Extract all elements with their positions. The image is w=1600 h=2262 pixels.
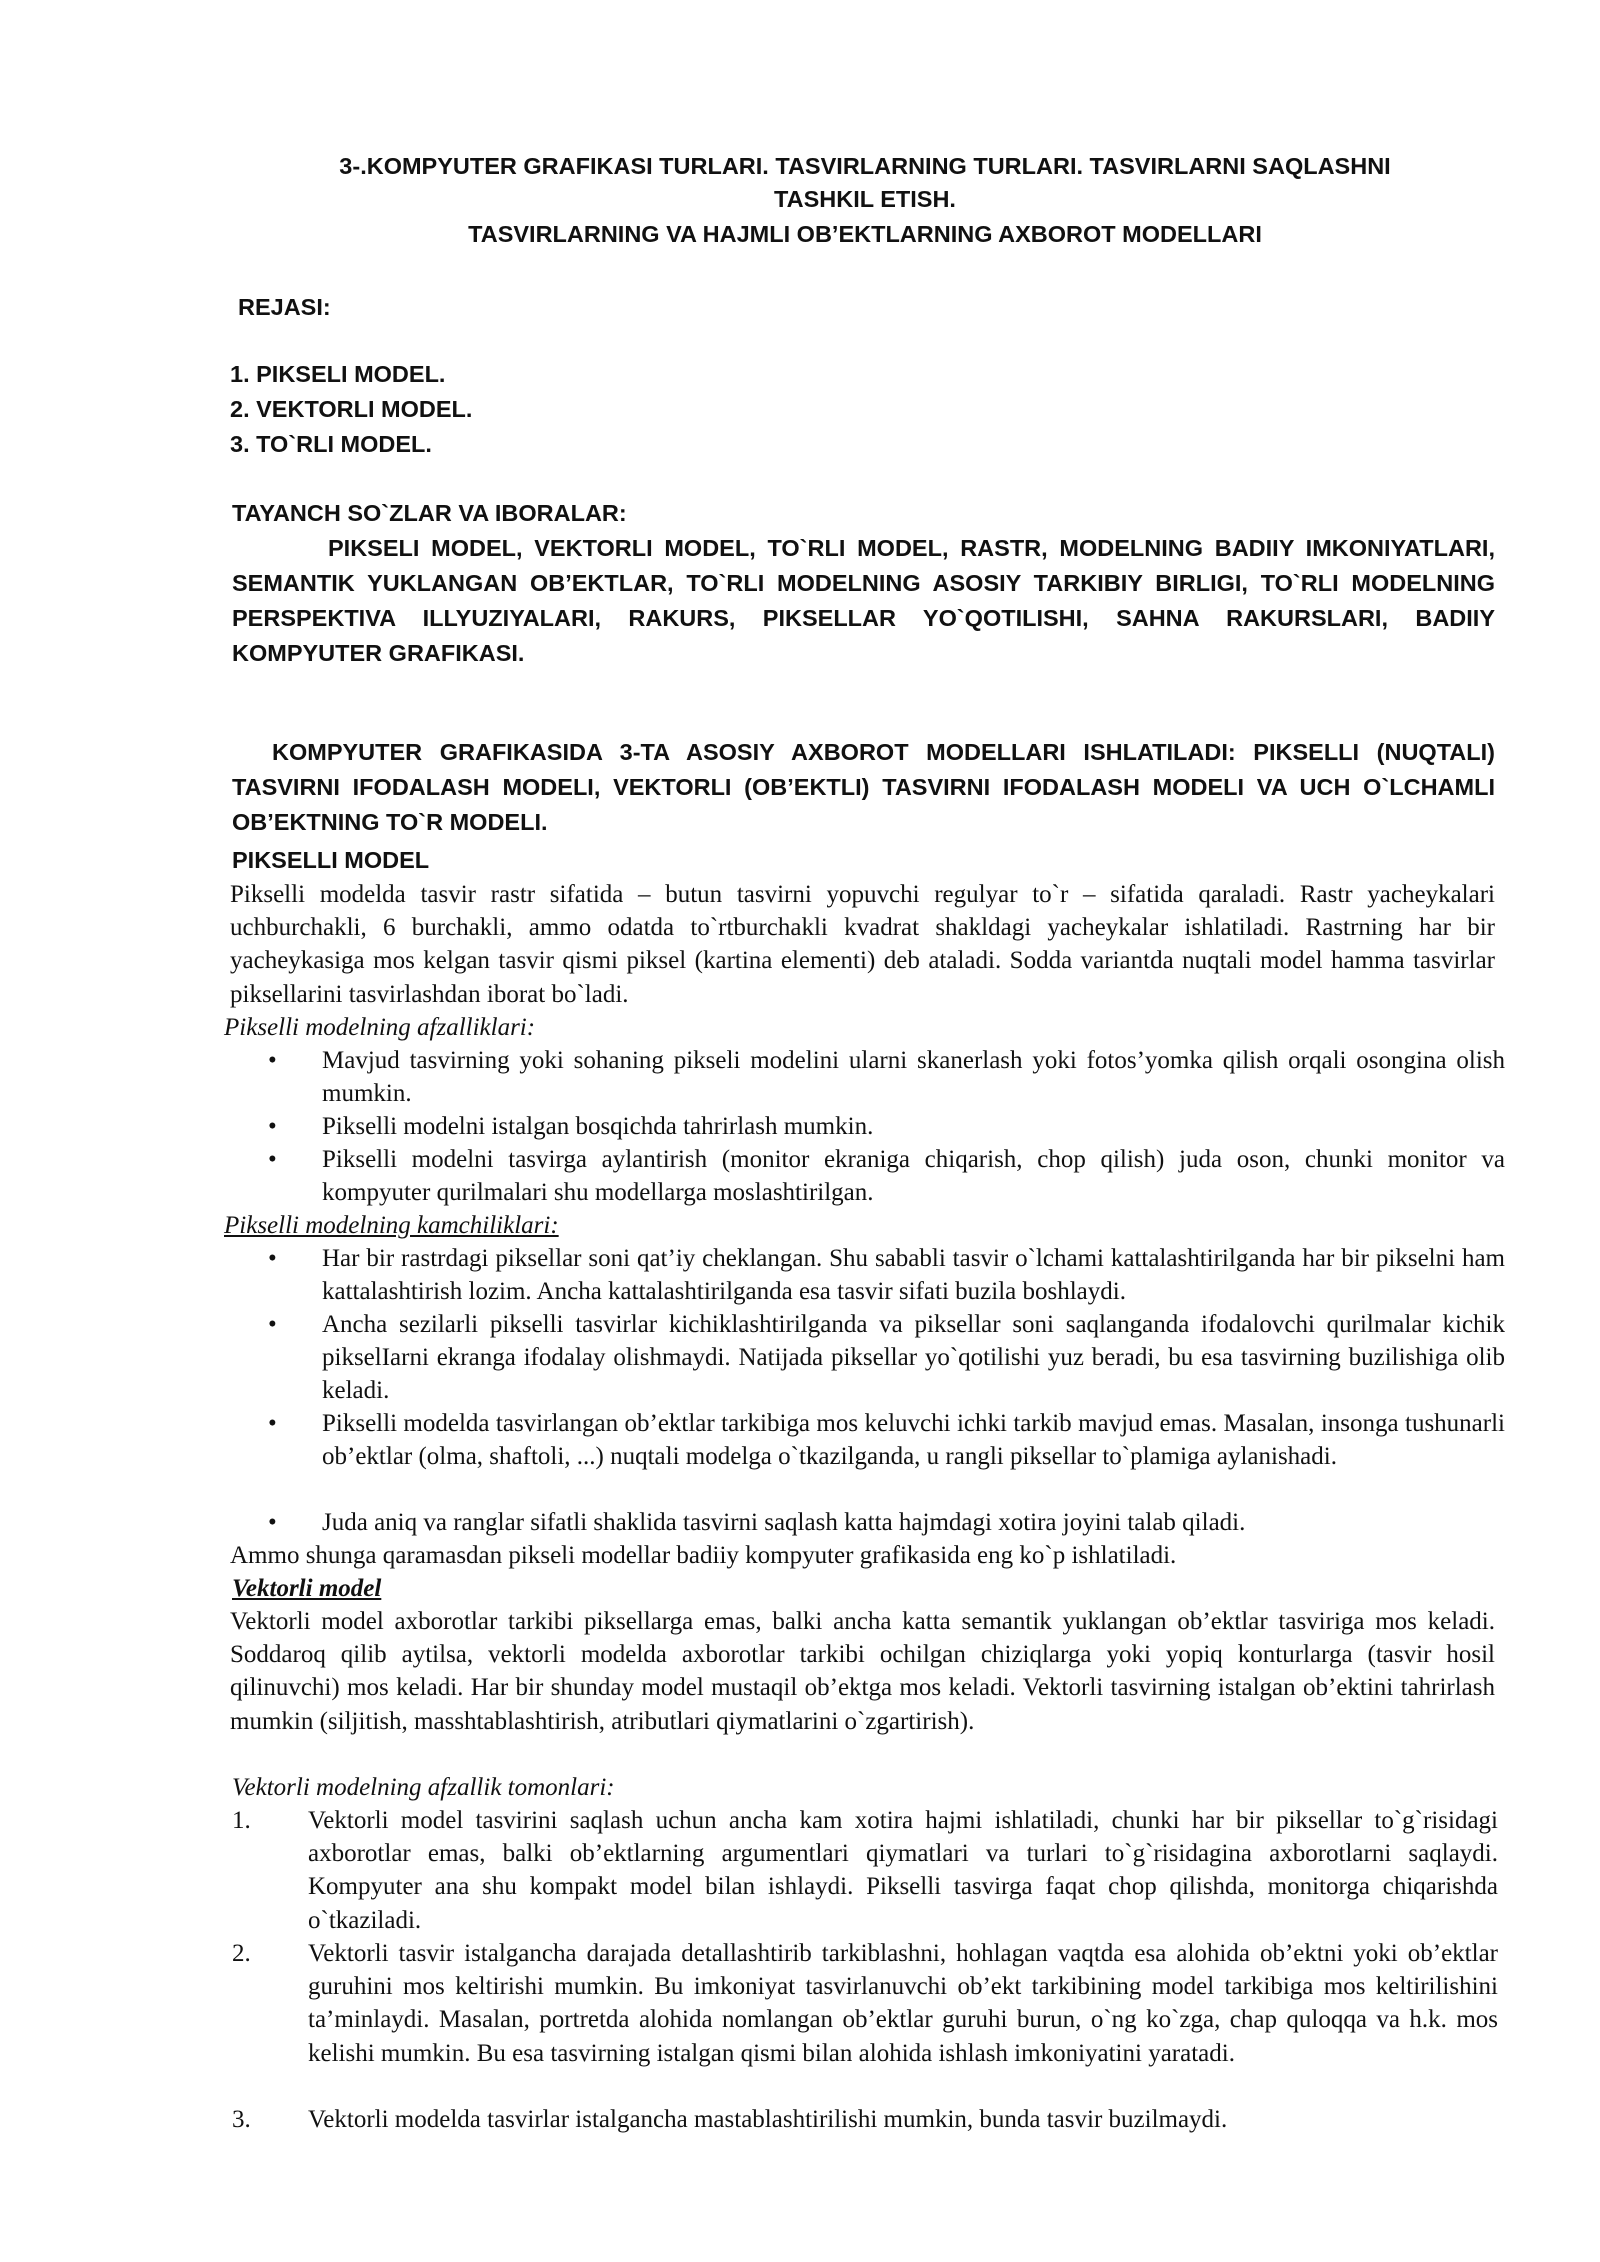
pixel-advantage-item: Pikselli modelni tasvirga aylantirish (monitor ekraniga chiqarish, chop qilish) juda oson, chunki monitor va kompyuter qurilmalari shu modellarga moslashtirilgan. [322,1146,1505,1207]
vector-advantage-item: Vektorli modelda tasvirlar istalgancha mastablashtirilishi mumkin, bunda tasvir buzilmaydi. [308,2106,1228,2133]
bullet-icon: • [268,1245,277,1272]
pixel-conclusion: Ammo shunga qaramasdan pikseli modellar badiiy kompyuter grafikasida eng ko`p ishlatiladi. [230,1542,1177,1569]
list-number: 2. [232,1940,251,1967]
keywords-text: PIKSELI MODEL, VEKTORLI MODEL, TO`RLI MODEL, RASTR, MODELNING BADIIY IMKONIYATLARI, SEMANTIK YUKLANGAN OB’EKTLAR, TO`RLI MODELNING ASOSIY TARKIBIY BIRLIGI, TO`RLI MODELNING PERSPEKTIVA ILLYUZIYALARI, RAKURS, PIKSELLAR YO`QOTILISHI, SAHNA RAKURSLARI, BADIIY KOMPYUTER GRAFIKASI. [232,535,1495,666]
plan-item-3: 3. TO`RLI MODEL. [230,431,432,457]
plan-item-2: 2. VEKTORLI MODEL. [230,396,473,422]
pixel-advantage-item: Pikselli modelni istalgan bosqichda tahrirlash mumkin. [322,1113,874,1140]
pixel-disadvantage-item: Pikselli modelda tasvirlangan ob’ektlar tarkibiga mos keluvchi ichki tarkib mavjud emas. Masalan, insonga tushunarli ob’ektlar (olma, shaftoli, ...) nuqtali modelga o`tkazilganda, u rangli piksellar to`plamiga aylanishadi. [322,1410,1505,1471]
vector-advantages-heading: Vektorli modelning afzallik tomonlari: [232,1774,615,1801]
pixel-disadvantages-heading: Pikselli modelning kamchiliklari: [224,1212,559,1239]
pixel-advantage-item: Mavjud tasvirning yoki sohaning pikseli modelini ularni skanerlash yoki fotos’yomka qilish orqali osongina olish mumkin. [322,1047,1505,1108]
document-title [190,150,1540,251]
plan-heading: REJASI: [238,294,331,320]
pixel-disadvantage-item: Har bir rastrdagi piksellar soni qat’iy cheklangan. Shu sababli tasvir o`lchami kattalashtirilganda har bir pikselni ham kattalashtirish lozim. Ancha kattalashtirilganda esa tasvir sifati buzila boshlaydi. [322,1245,1505,1306]
vector-advantage-item: Vektorli model tasvirini saqlash uchun ancha kam xotira hajmi ishlatiladi, chunki har bir piksellar to`g`risidagi axborotlar emas, balki ob’ektlarning argumentlari qiymatlari va turlari to`g`risidagina axborotlarni saqlaydi. Kompyuter ana shu kompakt model bilan ishlaydi. Pikselli tasvirga faqat chop qilishda, monitorga chiqarishda o`tkaziladi. [308,1807,1498,1934]
bullet-icon: • [268,1047,277,1074]
list-number: 3. [232,2106,251,2133]
keywords-heading: TAYANCH SO`ZLAR VA IBORALAR: [232,500,627,526]
bullet-icon: • [268,1410,277,1437]
bullet-icon: • [268,1146,277,1173]
bullet-icon: • [268,1509,277,1536]
vector-model-paragraph: Vektorli model axborotlar tarkibi piksellarga emas, balki ancha katta semantik yuklangan ob’ektlar tasviriga mos keladi. Soddaroq qilib aytilsa, vektorli modelda axborotlar tarkibi ochilgan chiziqlarga yoki yopiq konturlarga (tasvir hosil qilinuvchi) mos keladi. Har bir shunday model mustaqil ob’ektga mos keladi. Vektorli tasvirning istalgan ob’ektini tahrirlash mumkin (siljitish, masshtablashtirish, atributlari qiymatlarini o`zgartirish). [230,1608,1495,1735]
title-line-1: 3-.KOMPYUTER GRAFIKASI TURLARI. TASVIRLARNING TURLARI. TASVIRLARNI SAQLASHNI [339,153,1391,179]
bullet-icon: • [268,1113,277,1140]
pixel-disadvantage-item: Ancha sezilarli pikselli tasvirlar kichiklashtirilganda va piksellar soni saqlanganda ifodalovchi qurilmalar kichik pikselIarni ekranga ifodalay olishmaydi. Natijada piksellar yo`qotilishi yuz beradi, bu esa tasvirning buzilishiga olib keladi. [322,1311,1505,1405]
title-line-2: TASHKIL ETISH. [774,186,956,212]
vector-advantage-item: Vektorli tasvir istalgancha darajada detallashtirib tarkiblashni, hohlagan vaqtda esa alohida ob’ektni yoki ob’ektlar guruhini mos keltirishi mumkin. Bu imkoniyat tasvirlanuvchi ob’ekt tarkibining model tarkibiga mos keltirilishini ta’minlaydi. Masalan, portretda alohida nomlangan ob’ektlar guruhi burun, o`ng ko`zga, chap quloqqa va h.k. mos kelishi mumkin. Bu esa tasvirning istalgan qismi bilan alohida ishlash imkoniyatini yaratadi. [308,1940,1498,2067]
list-number: 1. [232,1807,251,1834]
bullet-icon: • [268,1311,277,1338]
pixel-disadvantage-item: Juda aniq va ranglar sifatli shaklida tasvirni saqlash katta hajmdagi xotira joyini talab qiladi. [322,1509,1246,1536]
pixel-advantages-heading: Pikselli modelning afzalliklari: [224,1014,536,1041]
pixel-model-paragraph: Pikselli modelda tasvir rastr sifatida – butun tasvirni yopuvchi regulyar to`r – sifatida qaraladi. Rastr yacheykalari uchburchakli, 6 burchakli, ammo odatda to`rtburchakli kvadrat shakldagi yacheykalar ishlatiladi. Rastrning har bir yacheykasiga mos kelgan tasvir qismi piksel (kartina elementi) deb ataladi. Sodda variantda nuqtali model hamma tasvirlar piksellarini tasvirlashdan iborat bo`ladi. [230,881,1495,1008]
vector-model-heading: Vektorli model [232,1575,382,1602]
title-line-3: TASVIRLARNING VA HAJMLI OB’EKTLARNING AXBOROT MODELLARI [468,221,1262,247]
intro-paragraph: KOMPYUTER GRAFIKASIDA 3-TA ASOSIY AXBOROT MODELLARI ISHLATILADI: PIKSELLI (NUQTALI) TASVIRNI IFODALASH MODELI, VEKTORLI (OB’EKTLI) TASVIRNI IFODALASH MODELI VA UCH O`LCHAMLI OB’EKTNING TO`R MODELI. [232,739,1495,835]
plan-item-1: 1. PIKSELI MODEL. [230,361,446,387]
pixel-model-heading: PIKSELLI MODEL [232,847,430,873]
